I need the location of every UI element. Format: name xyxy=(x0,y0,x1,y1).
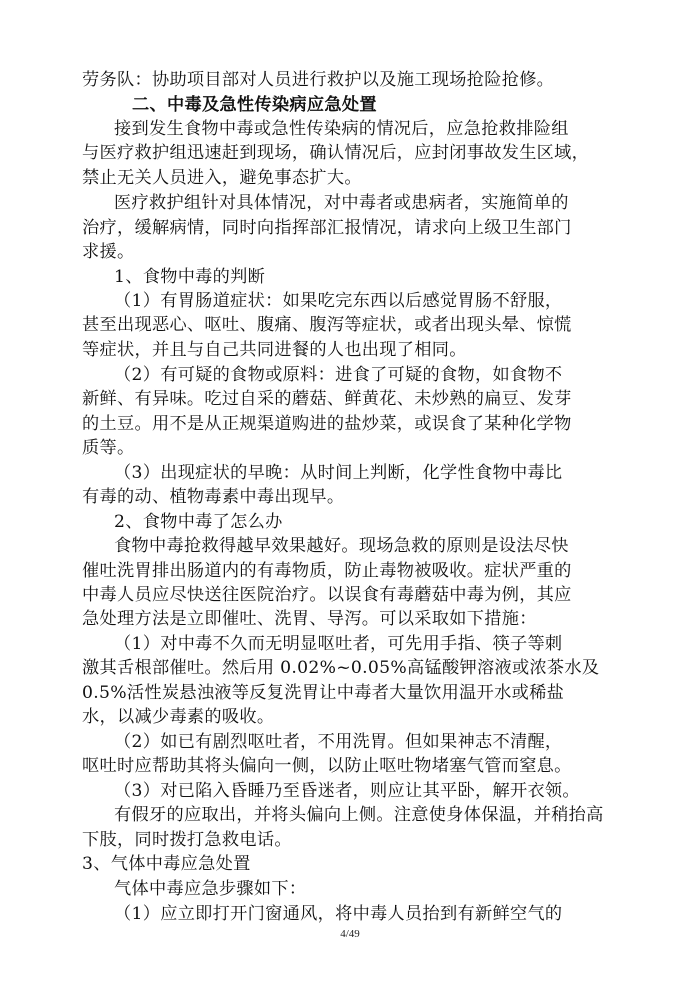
text-line: 有毒的动、植物毒素中毒出现早。 xyxy=(82,487,345,508)
text-line: 禁止无关人员进入，避免事态扩大。 xyxy=(82,167,362,188)
text-line: 接到发生食物中毒或急性传染病的情况后，应急抢救排险组 xyxy=(114,119,569,140)
text-line: 中毒人员应尽快送往医院治疗。以误食有毒蘑菇中毒为例，其应 xyxy=(82,584,572,605)
section-heading: 二、中毒及急性传染病应急处置 xyxy=(132,95,377,116)
text-line: 质等。 xyxy=(82,438,135,459)
text-line: 激其舌根部催吐。然后用 0.02%~0.05%高锰酸钾溶液或浓茶水及 xyxy=(82,657,600,678)
text-line: 水，以减少毒素的吸收。 xyxy=(82,706,275,727)
text-line: 有假牙的应取出，并将头偏向上侧。注意使身体保温，并稍抬高 xyxy=(114,805,604,826)
text-line: 医疗救护组针对具体情况，对中毒者或患病者，实施简单的 xyxy=(114,193,569,214)
text-line: 食物中毒抢救得越早效果越好。现场急救的原则是设法尽快 xyxy=(114,536,569,557)
text-line: 求援。 xyxy=(82,242,135,263)
subsection-heading: 2、食物中毒了怎么办 xyxy=(114,512,283,533)
text-line: 急处理方法是立即催吐、洗胃、导泻。可以采取如下措施： xyxy=(82,608,537,629)
text-line: （3）对已陷入昏睡乃至昏迷者，则应让其平卧，解开衣领。 xyxy=(114,780,580,801)
text-line: 0.5%活性炭悬浊液等反复洗胃让中毒者大量饮用温开水或稀盐 xyxy=(82,682,565,703)
text-line: 甚至出现恶心、呕吐、腹痛、腹泻等症状，或者出现头晕、惊慌 xyxy=(82,315,572,336)
text-line: 治疗，缓解病情，同时向指挥部汇报情况，请求向上级卫生部门 xyxy=(82,218,572,239)
text-line: 等症状，并且与自己共同进餐的人也出现了相同。 xyxy=(82,340,467,361)
text-line: 新鲜、有异味。吃过自采的蘑菇、鲜黄花、未炒熟的扁豆、发芽 xyxy=(82,389,572,410)
text-line: 与医疗救护组迅速赶到现场，确认情况后，应封闭事故发生区域， xyxy=(82,143,590,164)
page-number: 4/49 xyxy=(340,928,360,940)
text-line: 下肢，同时拨打急救电话。 xyxy=(82,829,292,850)
text-line: （2）有可疑的食物或原料：进食了可疑的食物，如食物不 xyxy=(114,365,563,386)
text-line: 呕吐时应帮助其将头偏向一侧，以防止呕吐物堵塞气管而窒息。 xyxy=(82,755,572,776)
subsection-heading: 1、食物中毒的判断 xyxy=(114,267,266,288)
text-line: （1）应立即打开门窗通风，将中毒人员抬到有新鲜空气的 xyxy=(114,903,563,924)
text-line: 劳务队：协助项目部对人员进行救护以及施工现场抢险抢修。 xyxy=(82,70,555,91)
text-line: （1）对中毒不久而无明显呕吐者，可先用手指、筷子等刺 xyxy=(114,633,563,654)
text-line: （3）出现症状的早晚：从时间上判断，化学性食物中毒比 xyxy=(114,463,563,484)
text-line: （1）有胃肠道症状：如果吃完东西以后感觉胃肠不舒服， xyxy=(114,291,563,312)
text-line: 的土豆。用不是从正规渠道购进的盐炒菜，或误食了某种化学物 xyxy=(82,414,572,435)
text-line: 气体中毒应急步骤如下： xyxy=(114,879,307,900)
subsection-heading: 3、气体中毒应急处置 xyxy=(82,854,251,875)
text-line: 催吐洗胃排出肠道内的有毒物质，防止毒物被吸收。症状严重的 xyxy=(82,560,572,581)
text-line: （2）如已有剧烈呕吐者，不用洗胃。但如果神志不清醒， xyxy=(114,731,563,752)
